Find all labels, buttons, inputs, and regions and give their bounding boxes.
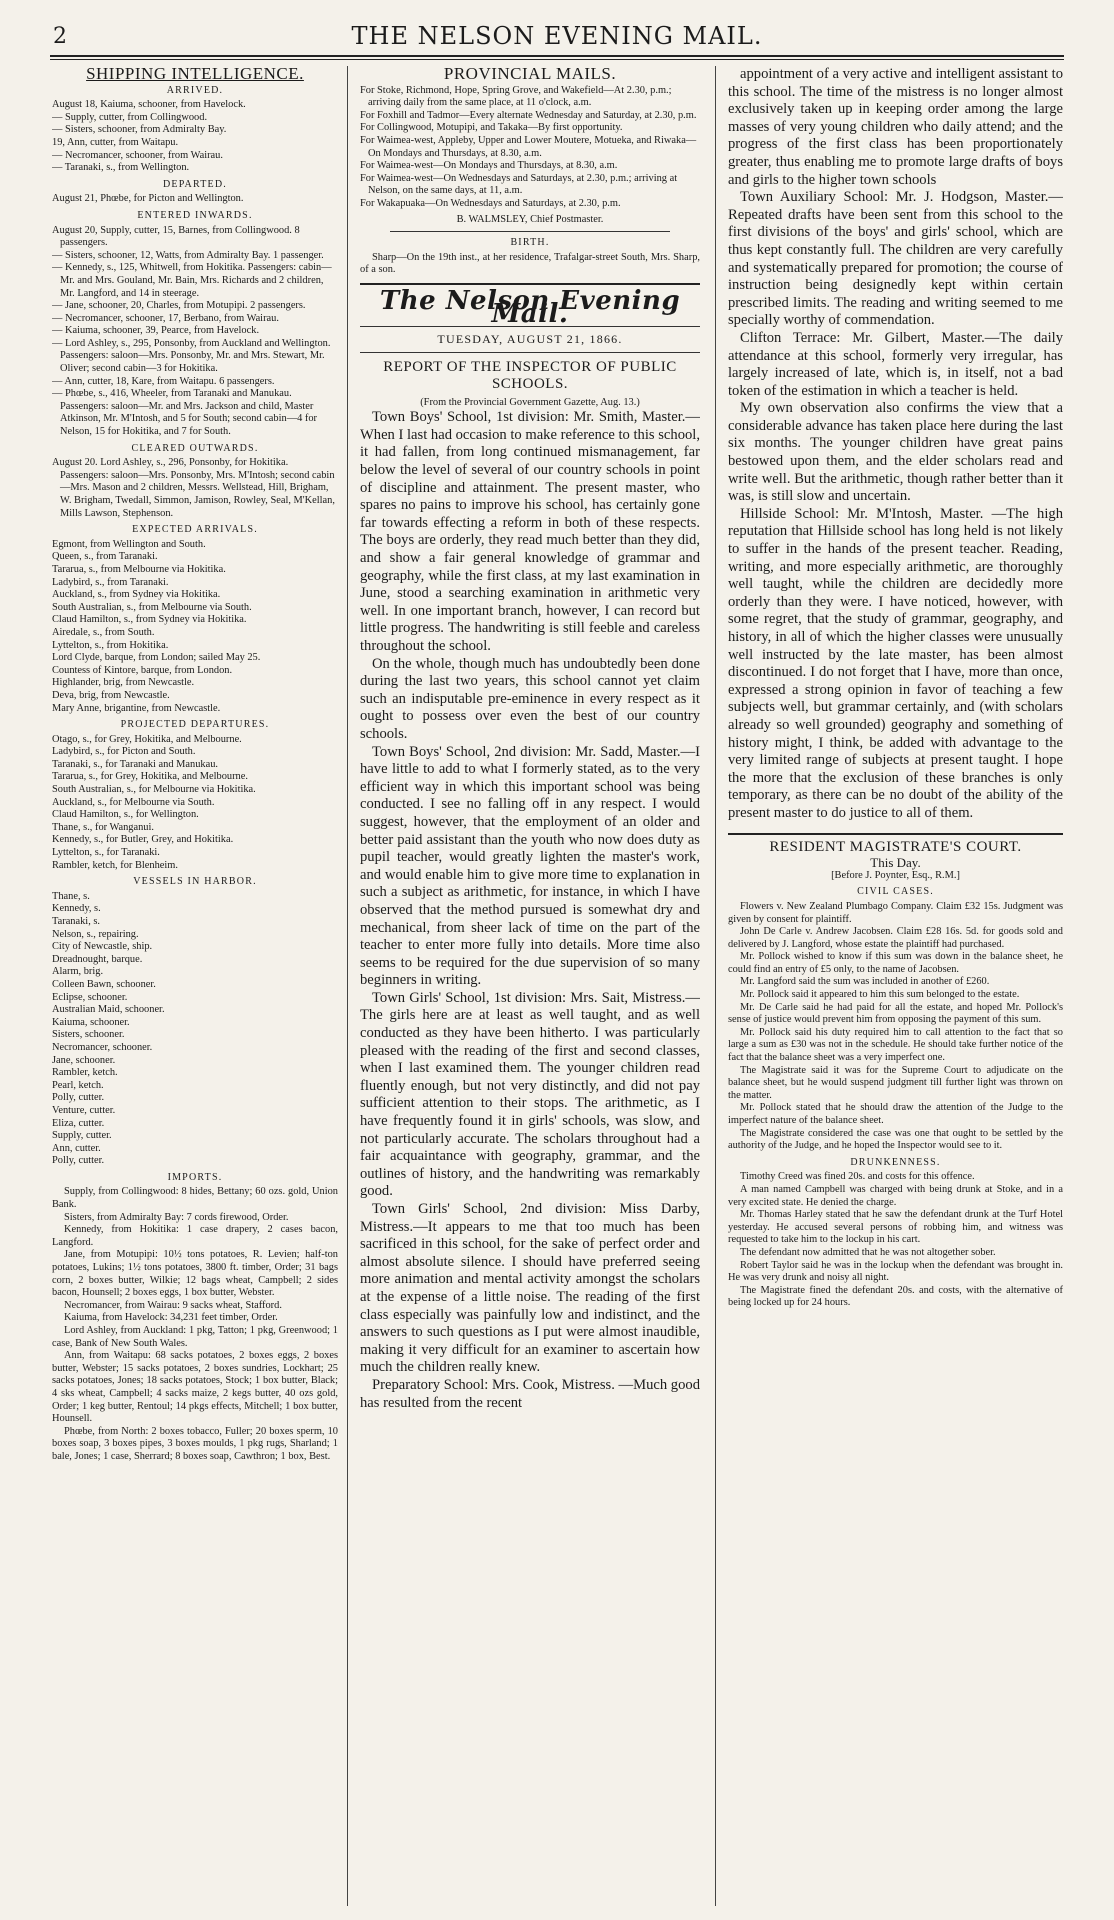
column-divider: [715, 66, 716, 1906]
rule: [390, 231, 670, 232]
shipping-section-heading: EXPECTED ARRIVALS.: [132, 524, 258, 536]
shipping-section-heading: DEPARTED.: [162, 178, 227, 190]
shipping-entry: Supply, cutter.: [52, 1130, 112, 1142]
court-entry: Mr. Langford said the sum was included in another of £260.: [740, 976, 990, 988]
shipping-entry: South Australian, s., from Melbourne via South.: [52, 601, 252, 613]
postmaster-signature: B. WALMSLEY, Chief Postmaster.: [456, 213, 604, 225]
civil-heading: CIVIL CASES.: [857, 886, 934, 898]
shipping-entry: Tararua, s., from Melbourne via Hokitika.: [52, 563, 226, 575]
court-before: [Before J. Poynter, Esq., R.M.]: [831, 869, 960, 881]
header-rule-thin: [50, 59, 1064, 60]
court-entry: Mr. Pollock wished to know if this sum was down in the balance sheet, he could find an entry of £5 only, to the name of Jacobsen.: [728, 951, 1063, 975]
court-entry: Flowers v. New Zealand Plumbago Company. Claim £32 15s. Judgment was given by consent for plaintiff.: [728, 900, 1063, 925]
shipping-entry: August 18, Kaiuma, schooner, from Havelock.: [52, 99, 246, 111]
report-paragraph: Clifton Terrace: Mr. Gilbert, Master.—The daily attendance at this school, formerly very irregular, has largely increased of late, which is, in itself, not a bad token of the estimation in which a teacher is held.: [728, 329, 1063, 399]
masthead: The Nelson Evening Mail.: [379, 285, 681, 329]
report-paragraph: On the whole, though much has undoubtedly been done during the last two years, this school cannot yet claim such an indisputable pre-eminence in every respect as it ought to possess over even the best of our country schools.: [360, 655, 700, 742]
shipping-entry: Highlander, brig, from Newcastle.: [52, 677, 195, 689]
court-entry: Mr. Pollock stated that he should draw the attention of the Judge to the imperfect nature of the balance sheet.: [728, 1102, 1063, 1126]
rule: [360, 283, 700, 285]
header-rule: [50, 55, 1064, 57]
shipping-entry: — Sisters, schooner, from Admiralty Bay.: [52, 124, 227, 136]
shipping-entry: Auckland, s., from Sydney via Hokitika.: [52, 589, 221, 601]
shipping-section-heading: ENTERED INWARDS.: [137, 209, 253, 221]
report-paragraph: Town Auxiliary School: Mr. J. Hodgson, Master.—Repeated drafts have been sent from this school to the first divisions of the boys' and girls' school, which are thus kept constantly full. The children are very carefully and systematically prepared for promotion; the course of instruction being designedly kept within certain prescribed limits. The reading and writing seemed to me specially worthy of commendation.: [728, 189, 1063, 329]
mail-entry: For Waimea-west, Appleby, Upper and Lower Moutere, Motueka, and Riwaka—On Mondays and Thursdays, at 8.30, a.m.: [360, 134, 697, 159]
shipping-entry: Australian Maid, schooner.: [52, 1004, 165, 1016]
shipping-entry: Ladybird, s., from Taranaki.: [52, 576, 169, 588]
court-entry: Mr. Thomas Harley stated that he saw the defendant drunk at the Turf Hotel yesterday. He accused several persons of robbing him, and witness was requested to take him to the lockup in his cart.: [728, 1209, 1063, 1246]
mail-entry: For Wakapuaka—On Wednesdays and Saturdays, at 2.30, p.m.: [360, 197, 621, 209]
birth-notice: Sharp—On the 19th inst., at her residence, Trafalgar-street South, Mrs. Sharp, of a son.: [360, 251, 700, 276]
shipping-entry: Mary Anne, brigantine, from Newcastle.: [52, 702, 221, 714]
shipping-entry: Ann, cutter.: [52, 1142, 101, 1154]
shipping-entry: Alarm, brig.: [52, 966, 104, 978]
report-continued: [728, 66, 1063, 823]
shipping-entry: August 21, Phœbe, for Picton and Wellington.: [52, 193, 244, 205]
shipping-entry: — Phœbe, s., 416, Wheeler, from Taranaki and Manukau. Passengers: saloon—Mr. and Mrs. Jackson and child, Master Atkinson, Mr. M'Intosh, and 5 for South; second cabin—4 for Nelson, 15 for Hokitika, and 7 for South.: [52, 388, 317, 438]
shipping-entry: Countess of Kintore, barque, from London.: [52, 664, 233, 676]
court-entry: Mr. Pollock said his duty required him to call attention to the fact that so large a sum as £30 was not in the schedule. He should take further notice of the fact that the balance sheet was a very imperfect one.: [728, 1026, 1063, 1064]
shipping-entry: Dreadnought, barque.: [52, 953, 143, 965]
shipping-entry: Queen, s., from Taranaki.: [52, 551, 158, 563]
page-header: [0, 0, 1114, 50]
import-entry: Kennedy, from Hokitika: 1 case drapery, 2 cases bacon, Langford.: [52, 1224, 338, 1248]
court-entry: A man named Campbell was charged with being drunk at Stoke, and in a very excited state. He denied the charge.: [728, 1183, 1063, 1208]
shipping-entry: — Supply, cutter, from Collingwood.: [52, 111, 208, 123]
report-paragraph: Town Boys' School, 2nd division: Mr. Sadd, Master.—I have little to add to what I formerly stated, as to the very efficient way in which this important school was being conducted. I see no falling off in any respect. I would suggest, however, that the employment of an older and better paid assistant than the youth who now does duty as pupil teacher, would greatly lighten the master's work, and would enable him to give more time to explanation in such a subject as arithmetic, for instance, in which I have observed that the method pursued is somewhat dry and mechanical, from sheer lack of time on the part of the teacher to enter more fully into details. More time also seems to be required for the due supervision of so many beginners in writing.: [360, 743, 700, 989]
report-paragraph: appointment of a very active and intelligent assistant to this school. The time of the mistress is no longer almost exclusively taken up in keeping order among the large masses of very young children who daily attend; and the progress of the first class has been proportionately greater, thus enabling me to promote large drafts of boys and girls to the higher town schools: [728, 66, 1063, 188]
shipping-entry: Polly, cutter.: [52, 1155, 105, 1167]
drunkenness-cases: [728, 1171, 1063, 1310]
shipping-entry: Kennedy, s., for Butler, Grey, and Hokitika.: [52, 834, 234, 846]
shipping-entry: Eclipse, schooner.: [52, 991, 128, 1003]
shipping-section-heading: VESSELS IN HARBOR.: [133, 876, 257, 888]
shipping-entry: City of Newcastle, ship.: [52, 941, 153, 953]
shipping-entry: 19, Ann, cutter, from Waitapu.: [52, 136, 179, 148]
shipping-section-heading: PROJECTED DEPARTURES.: [120, 719, 270, 731]
shipping-entry: Pearl, ketch.: [52, 1079, 104, 1091]
report-title: REPORT OF THE INSPECTOR OF PUBLIC SCHOOLS.: [383, 358, 677, 392]
newspaper-title: THE NELSON EVENING MAIL.: [351, 22, 763, 50]
shipping-entry: — Sisters, schooner, 12, Watts, from Admiralty Bay. 1 passenger.: [52, 249, 324, 261]
civil-cases: [728, 901, 1063, 1153]
shipping-entry: — Kennedy, s., 125, Whitwell, from Hokitika. Passengers: cabin—Mr. and Mrs. Gouland, Mr. Bain, Mrs. Richards and 2 children, Mr. Langford, and 14 in steerage.: [52, 262, 332, 299]
court-entry: Mr. De Carle said he had paid for all the estate, and hoped Mr. Pollock's sense of justice would prevent him from opposing the payment of this sum.: [728, 1001, 1063, 1026]
import-entry: Jane, from Motupipi: 10½ tons potatoes, R. Levien; half-ton potatoes, Lukins; 1½ tons potatoes, 3800 ft. timber, Order; 31 bags corn, 2 boxes butter, Wilkie; 12 bags wheat, Campbell; 2 sides bacon, Hounsell; 2 boxes eggs, 1 box butter, Webster.: [52, 1249, 338, 1299]
shipping-entry: Claud Hamilton, s., from Sydney via Hokitika.: [52, 614, 247, 626]
shipping-entry: Nelson, s., repairing.: [52, 928, 139, 940]
mail-entry: For Stoke, Richmond, Hope, Spring Grove, and Wakefield—At 2.30, p.m.; arriving daily from the same place, at 11 o'clock, a.m.: [360, 84, 672, 109]
shipping-entry: Ladybird, s., for Picton and South.: [52, 746, 196, 758]
court-entry: The Magistrate considered the case was one that ought to be settled by the authority of the Judge, and he hoped the Inspector would see to it.: [728, 1127, 1063, 1152]
report-paragraph: Town Girls' School, 2nd division: Miss Darby, Mistress.—It appears to me that too much has been sacrificed in this school, for the sake of perfect order and almost absolute silence. I should have preferred seeing more animation and mental activity amongst the scholars at the expense of a little noise. The reading of the first class especially was painfully low and indistinct, and the answers to such questions as I put were almost inaudible, making it very difficult for an examiner to ascertain how much the children really knew.: [360, 1201, 700, 1376]
report-body: [360, 409, 700, 1412]
shipping-section-heading: ARRIVED.: [166, 84, 224, 96]
import-entry: Ann, from Waitapu: 68 sacks potatoes, 2 boxes eggs, 2 boxes butter, Webster; 15 sacks potatoes, 2 boxes sundries, Lockhart; 25 sacks potatoes, Jones; 18 sacks potatoes, Stock; 1 box butter, Black; 4 sks wheat, Campbell; 4 sacks maize, 2 kegs butter, 40 ozs gold, Order; 1 keg butter, Rentoul; 14 pkgs effects, Mitchell; 1 box butter, Hounsell.: [52, 1350, 338, 1425]
shipping-entry: Jane, schooner.: [52, 1054, 116, 1066]
court-subtitle: This Day.: [870, 855, 921, 871]
import-entry: Supply, from Collingwood: 8 hides, Bettany; 60 ozs. gold, Union Bank.: [52, 1186, 338, 1211]
shipping-entry: Necromancer, schooner.: [52, 1041, 153, 1053]
shipping-entry: Airedale, s., from South.: [52, 626, 155, 638]
column-shipping: [52, 66, 338, 1910]
shipping-entry: — Necromancer, schooner, from Wairau.: [52, 149, 223, 161]
import-entry: Kaiuma, from Havelock: 34,231 feet timber, Order.: [64, 1312, 278, 1324]
mail-entry: For Waimea-west—On Mondays and Thursdays, at 8.30, a.m.: [360, 160, 618, 172]
birth-heading: BIRTH.: [510, 237, 550, 249]
court-title: RESIDENT MAGISTRATE'S COURT.: [769, 838, 1022, 855]
shipping-entry: Egmont, from Wellington and South.: [52, 538, 206, 550]
shipping-sections: [52, 85, 338, 1168]
import-entry: Sisters, from Admiralty Bay: 7 cords firewood, Order.: [64, 1211, 289, 1223]
mail-entry: For Waimea-west—On Wednesdays and Saturdays, at 2.30, p.m.; arriving at Nelson, on the same days, at 11, a.m.: [360, 172, 678, 197]
shipping-entry: Venture, cutter.: [52, 1104, 116, 1116]
column-news: [360, 66, 700, 1910]
report-paragraph: Hillside School: Mr. M'Intosh, Master. —The high reputation that Hillside school has long held is not likely to suffer in the hands of the present teacher. Reading, writing, and more especially arithmetic, are thoroughly well taught, while the children are decidedly more orderly than they were. I have noticed, however, with some regret, that the study of grammar, geography, and history, in all of which the higher classes were unusually well instructed by the late master, has been almost discontinued. I do not forget that I have, more than once, expressed a strong opinion in favor of teaching a few subjects well, but grammar certainly, and (with scholars already so well grounded) geography and something of history might, I think, be added with advantage to the very limited range of subjects at present taught. I hope the more that the exclusion of these branches is only temporary, as there can be no doubt of the ability of the present master to do justice to all of them.: [728, 505, 1063, 821]
shipping-entry: August 20, Supply, cutter, 15, Barnes, from Collingwood. 8 passengers.: [52, 224, 300, 249]
shipping-entry: — Ann, cutter, 18, Kare, from Waitapu. 6 passengers.: [52, 375, 275, 387]
shipping-entry: Kaiuma, schooner.: [52, 1016, 130, 1028]
shipping-entry: Taranaki, s., for Taranaki and Manukau.: [52, 758, 218, 770]
report-paragraph: Town Girls' School, 1st division: Mrs. Sait, Mistress.—The girls here are at least as well taught, and as well conducted as they have been hitherto. I was particularly pleased with the reading of the first and second classes, when I last examined them. The younger children read fluently enough, but not very distinctly, and did not pay sufficient attention to their stops. The arithmetic, as I have frequently found it in girls' schools, was slow, and not particularly accurate. The scholars throughout had a fair acquaintance with geography, grammar, and the outlines of history, and the handwriting was remarkably good.: [360, 989, 700, 1200]
court-entry: John De Carle v. Andrew Jacobsen. Claim £28 16s. 5d. for goods sold and delivered by J. Langford, whose estate the plaintiff had purchased.: [728, 926, 1063, 950]
court-entry: The Magistrate said it was for the Supreme Court to adjudicate on the balance sheet, but he would suspend judgment till further light was thrown on the matter.: [728, 1064, 1063, 1101]
shipping-entry: — Jane, schooner, 20, Charles, from Motupipi. 2 passengers.: [52, 300, 306, 312]
court-entry: Mr. Pollock said it appeared to him this sum belonged to the estate.: [740, 989, 1020, 1001]
mails-title: PROVINCIAL MAILS.: [443, 66, 617, 83]
import-entry: Lord Ashley, from Auckland: 1 pkg, Tatton; 1 pkg, Greenwood; 1 case, Bank of New South Wales.: [52, 1325, 338, 1349]
imports-heading: IMPORTS.: [167, 1171, 223, 1183]
column-report-court: [728, 66, 1063, 1910]
shipping-entry: Polly, cutter.: [52, 1092, 105, 1104]
shipping-entry: Tararua, s., for Grey, Hokitika, and Melbourne.: [52, 771, 248, 783]
shipping-entry: Rambler, ketch.: [52, 1067, 118, 1079]
shipping-section-heading: CLEARED OUTWARDS.: [131, 442, 259, 454]
shipping-title: SHIPPING INTELLIGENCE.: [86, 66, 304, 83]
shipping-entry: — Necromancer, schooner, 17, Berbano, from Wairau.: [52, 312, 279, 324]
mail-entry: For Collingwood, Motupipi, and Takaka—By first opportunity.: [360, 122, 623, 134]
import-entry: Necromancer, from Wairau: 9 sacks wheat, Stafford.: [64, 1299, 282, 1311]
court-entry: The defendant now admitted that he was not altogether sober.: [740, 1246, 996, 1258]
rule: [360, 352, 700, 353]
report-source: (From the Provincial Government Gazette, Aug. 13.): [420, 396, 640, 408]
mail-entry: For Foxhill and Tadmor—Every alternate Wednesday and Saturday, at 2.30, p.m.: [360, 109, 697, 121]
shipping-entry: Colleen Bawn, schooner.: [52, 978, 156, 990]
shipping-entry: Lyttelton, s., from Hokitika.: [52, 639, 169, 651]
shipping-entry: Rambler, ketch, for Blenheim.: [52, 859, 178, 871]
shipping-entry: Kennedy, s.: [52, 903, 101, 915]
shipping-entry: Thane, s.: [52, 890, 90, 902]
shipping-entry: — Taranaki, s., from Wellington.: [52, 162, 190, 174]
report-paragraph: My own observation also confirms the view that a considerable advance has taken place here during the last six months. The younger children have great pains bestowed upon them, and the elder scholars read and write well. But the arithmetic, though rather better than it was, is still slow and uncertain.: [728, 400, 1063, 505]
shipping-entry: Claud Hamilton, s., for Wellington.: [52, 809, 199, 821]
shipping-entry: Thane, s., for Wanganui.: [52, 821, 154, 833]
shipping-entry: Sisters, schooner.: [52, 1029, 125, 1041]
court-entry: Robert Taylor said he was in the lockup when the defendant was brought in. He was very drunk and noisy all night.: [728, 1259, 1063, 1284]
shipping-entry: — Lord Ashley, s., 295, Ponsonby, from Auckland and Wellington. Passengers: saloon—Mrs. Ponsonby, Mr. and Mrs. Stewart, Mr. Oliver; second cabin—3 for Hokitika.: [52, 337, 331, 375]
shipping-entry: Auckland, s., for Melbourne via South.: [52, 796, 215, 808]
import-entry: Phœbe, from North: 2 boxes tobacco, Fuller; 20 boxes sperm, 10 boxes soap, 3 boxes pipes, 3 boxes moulds, 1 pkg rugs, Sharland; 1 bale, Jones; 1 case, Sherrard; 8 boxes soap, Cawthron; 1 box, Best.: [52, 1425, 338, 1462]
shipping-entry: Otago, s., for Grey, Hokitika, and Melbourne.: [52, 733, 242, 745]
shipping-entry: August 20. Lord Ashley, s., 296, Ponsonby, for Hokitika. Passengers: saloon—Mrs. Ponsonby, Mrs. M'Intosh; second cabin—Mrs. Mason and 2 children, Messrs. Wellstead, Hill, Brigham, W. Brigham, Twedall, Simmon, Jamison, Rowley, Seal, M'Kellan, Mills Lawson, Stephenson.: [52, 457, 335, 519]
page-number: 2: [53, 24, 67, 49]
imports-list: [52, 1186, 338, 1463]
court-entry: Timothy Creed was fined 20s. and costs for this offence.: [740, 1171, 975, 1183]
drunk-heading: DRUNKENNESS.: [850, 1156, 941, 1168]
report-paragraph: Preparatory School: Mrs. Cook, Mistress. —Much good has resulted from the recent: [360, 1376, 700, 1411]
shipping-entry: Eliza, cutter.: [52, 1117, 105, 1129]
column-divider: [347, 66, 348, 1906]
court-entry: The Magistrate fined the defendant 20s. and costs, with the alternative of being locked up for 24 hours.: [728, 1284, 1063, 1309]
mails-list: [360, 85, 700, 211]
rule: [728, 833, 1063, 835]
shipping-entry: Deva, brig, from Newcastle.: [52, 689, 170, 701]
shipping-entry: Lyttelton, s., for Taranaki.: [52, 847, 160, 859]
dateline: TUESDAY, AUGUST 21, 1866.: [437, 332, 623, 347]
shipping-entry: — Kaiuma, schooner, 39, Pearce, from Havelock.: [52, 325, 260, 337]
shipping-entry: Taranaki, s.: [52, 916, 101, 927]
report-paragraph: Town Boys' School, 1st division: Mr. Smith, Master.—When I last had occasion to make reference to this school, it had fallen, from long continued mismanagement, far below the level of several of our country schools in point of discipline and attainment. The present master, who spares no pains to improve his school, has certainly gone far towards effecting a reform in both of these respects. The boys are orderly, they read much better than they did, and show a fair general knowledge of grammar and geography, while the first class, at my last examination in June, stood a searching examination in arithmetic very well. In one important branch, however, I can record but little progress. The handwriting is still feeble and careless throughout the school.: [360, 409, 700, 654]
shipping-entry: Lord Clyde, barque, from London; sailed May 25.: [52, 652, 261, 664]
shipping-entry: South Australian, s., for Melbourne via Hokitika.: [52, 784, 256, 796]
